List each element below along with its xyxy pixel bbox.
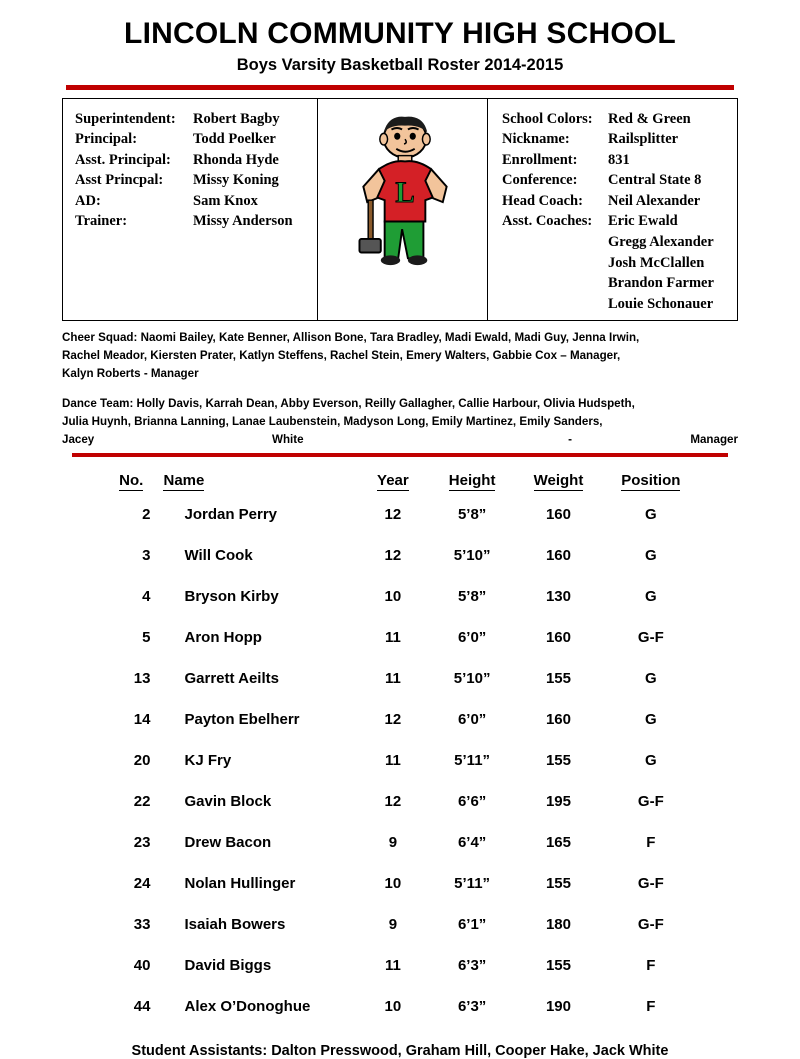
column-header-weight xyxy=(515,471,601,494)
table-row xyxy=(100,863,700,904)
player-height: 5’11” xyxy=(454,875,491,893)
school-info-column xyxy=(488,99,737,321)
table-row xyxy=(100,494,700,535)
player-weight: 165 xyxy=(545,834,571,852)
player-number: 44 xyxy=(133,998,151,1016)
railsplitter-mascot-icon xyxy=(340,113,470,268)
player-position: G-F xyxy=(637,629,664,647)
school-info-value: Central State 8 xyxy=(608,172,702,189)
player-year: 10 xyxy=(384,875,402,893)
player-height: 5’8” xyxy=(457,506,487,524)
player-year: 10 xyxy=(384,588,402,606)
table-row xyxy=(100,658,700,699)
player-number: 2 xyxy=(142,506,151,524)
dance-team-first-name: Jacey xyxy=(62,433,95,447)
column-header-no-text: No. xyxy=(119,472,144,490)
cheer-squad-line: Kalyn Roberts - Manager xyxy=(62,367,199,381)
player-weight: 130 xyxy=(545,588,571,606)
staff-row xyxy=(75,211,309,232)
dance-team-line: Dance Team: Holly Davis, Karrah Dean, Abby Everson, Reilly Gallagher, Callie Harbour, Olivia Hudspeth, xyxy=(62,397,635,411)
staff-value: Sam Knox xyxy=(193,192,258,209)
player-height: 6’0” xyxy=(457,629,487,647)
staff-column xyxy=(63,99,318,321)
staff-value: Rhonda Hyde xyxy=(193,151,279,168)
player-weight: 195 xyxy=(545,793,571,811)
school-info-value: 831 xyxy=(608,151,630,168)
staff-value: Robert Bagby xyxy=(193,110,280,127)
column-header-height xyxy=(429,471,515,494)
staff-value: Todd Poelker xyxy=(193,131,276,148)
cheer-squad-line: Cheer Squad: Naomi Bailey, Kate Benner, Allison Bone, Tara Bradley, Madi Ewald, Madi Guy, Jenna Irwin, xyxy=(62,331,640,345)
player-position: F xyxy=(646,957,656,975)
player-weight: 155 xyxy=(545,670,571,688)
column-header-year-text: Year xyxy=(377,472,409,490)
school-info-row xyxy=(502,211,729,232)
staff-row xyxy=(75,170,309,191)
column-header-position-text: Position xyxy=(621,472,681,490)
player-name: Gavin Block xyxy=(184,793,272,811)
player-weight: 180 xyxy=(545,916,571,934)
staff-row xyxy=(75,109,309,130)
player-number: 20 xyxy=(133,752,151,770)
player-position: G xyxy=(644,711,657,729)
school-info-value: Red & Green xyxy=(608,110,691,127)
player-name: Drew Bacon xyxy=(184,834,272,852)
school-info-label: Nickname: xyxy=(502,131,570,148)
player-year: 12 xyxy=(384,547,402,565)
player-weight: 155 xyxy=(545,875,571,893)
player-height: 5’11” xyxy=(454,752,491,770)
table-row xyxy=(100,576,700,617)
player-height: 5’8” xyxy=(457,588,487,606)
column-header-no xyxy=(100,471,162,494)
column-header-weight-text: Weight xyxy=(533,472,584,490)
player-height: 6’3” xyxy=(457,998,487,1016)
dance-team-block xyxy=(62,395,738,449)
table-row xyxy=(100,945,700,986)
player-number: 14 xyxy=(133,711,151,729)
player-name: Aron Hopp xyxy=(184,629,262,647)
player-position: G-F xyxy=(637,916,664,934)
table-row xyxy=(100,986,700,1027)
school-info-label: Conference: xyxy=(502,172,578,189)
player-year: 11 xyxy=(384,629,401,647)
page-title: LINCOLN COMMUNITY HIGH SCHOOL xyxy=(124,17,676,50)
player-number: 24 xyxy=(133,875,151,893)
player-height: 6’0” xyxy=(457,711,487,729)
player-year: 9 xyxy=(388,916,398,934)
player-year: 9 xyxy=(388,834,398,852)
staff-row xyxy=(75,129,309,150)
player-number: 5 xyxy=(142,629,151,647)
player-position: G xyxy=(644,506,657,524)
staff-label: Trainer: xyxy=(75,213,128,230)
player-weight: 155 xyxy=(545,752,571,770)
column-header-height-text: Height xyxy=(448,472,496,490)
player-height: 6’4” xyxy=(457,834,487,852)
squads-section xyxy=(62,329,738,449)
divider-middle xyxy=(72,453,728,457)
player-height: 6’1” xyxy=(457,916,487,934)
player-number: 3 xyxy=(142,547,151,565)
player-weight: 155 xyxy=(545,957,571,975)
player-number: 23 xyxy=(133,834,151,852)
player-name: KJ Fry xyxy=(184,752,232,770)
staff-label: Principal: xyxy=(75,131,138,148)
coach-row xyxy=(502,294,729,315)
dance-team-line: Julia Huynh, Brianna Lanning, Lanae Laubenstein, Madyson Long, Emily Martinez, Emily Sanders, xyxy=(62,415,603,429)
player-position: F xyxy=(646,834,656,852)
player-year: 12 xyxy=(384,711,402,729)
coach-label xyxy=(502,232,608,253)
student-assistants: Student Assistants: Dalton Presswood, Graham Hill, Cooper Hake, Jack White xyxy=(131,1043,669,1059)
table-header-row xyxy=(100,471,700,494)
coach-row xyxy=(502,253,729,274)
player-position: G xyxy=(644,588,657,606)
player-position: G-F xyxy=(637,793,664,811)
coach-value: Brandon Farmer xyxy=(608,275,714,292)
dance-team-last-name: White xyxy=(272,433,304,447)
player-weight: 160 xyxy=(545,506,571,524)
school-info-label: Enrollment: xyxy=(502,151,578,168)
coach-label xyxy=(502,273,608,294)
staff-row xyxy=(75,191,309,212)
player-year: 11 xyxy=(384,957,401,975)
staff-value: Missy Koning xyxy=(193,172,279,189)
mascot-column xyxy=(318,99,488,321)
player-number: 40 xyxy=(133,957,151,975)
player-number: 22 xyxy=(133,793,151,811)
staff-label: AD: xyxy=(75,192,101,209)
table-row xyxy=(100,781,700,822)
divider-top xyxy=(66,85,734,90)
cheer-squad-line: Rachel Meador, Kiersten Prater, Katlyn Steffens, Rachel Stein, Emery Walters, Gabbie Cox – Manager, xyxy=(62,349,621,363)
column-header-name-text: Name xyxy=(163,472,205,490)
player-name: Will Cook xyxy=(184,547,253,565)
school-info-value: Neil Alexander xyxy=(608,192,701,209)
table-row xyxy=(100,822,700,863)
player-name: Nolan Hullinger xyxy=(184,875,296,893)
school-info-row xyxy=(502,150,729,171)
staff-label: Superintendent: xyxy=(75,110,176,127)
school-info-value: Railsplitter xyxy=(608,131,679,148)
player-name: Payton Ebelherr xyxy=(184,711,300,729)
school-info-label: Asst. Coaches: xyxy=(502,213,593,230)
player-year: 12 xyxy=(384,793,402,811)
school-info-label: School Colors: xyxy=(502,110,593,127)
coach-value: Louie Schonauer xyxy=(608,295,714,312)
player-height: 6’3” xyxy=(457,957,487,975)
player-position: G-F xyxy=(637,875,664,893)
player-name: David Biggs xyxy=(184,957,272,975)
school-info-row xyxy=(502,129,729,150)
table-row xyxy=(100,699,700,740)
school-info-row xyxy=(502,109,729,130)
coach-row xyxy=(502,232,729,253)
roster-table xyxy=(100,471,700,1027)
coach-value: Josh McClallen xyxy=(608,254,705,271)
staff-label: Asst. Principal: xyxy=(75,151,171,168)
table-row xyxy=(100,740,700,781)
player-height: 6’6” xyxy=(457,793,487,811)
staff-value: Missy Anderson xyxy=(193,213,293,230)
player-weight: 190 xyxy=(545,998,571,1016)
column-header-year xyxy=(357,471,429,494)
player-height: 5’10” xyxy=(453,547,491,565)
column-header-position xyxy=(602,471,700,494)
table-row xyxy=(100,535,700,576)
player-name: Bryson Kirby xyxy=(184,588,279,606)
school-info-value: Eric Ewald xyxy=(608,213,678,230)
player-position: G xyxy=(644,547,657,565)
player-name: Jordan Perry xyxy=(184,506,278,524)
staff-label: Asst Princpal: xyxy=(75,172,164,189)
player-name: Alex O’Donoghue xyxy=(184,998,311,1016)
info-box xyxy=(62,98,738,322)
player-height: 5’10” xyxy=(453,670,491,688)
player-year: 11 xyxy=(384,670,401,688)
coach-label xyxy=(502,253,608,274)
staff-row xyxy=(75,150,309,171)
school-info-row xyxy=(502,191,729,212)
player-number: 4 xyxy=(142,588,151,606)
svg-text:L: L xyxy=(394,176,415,209)
coach-label xyxy=(502,294,608,315)
player-weight: 160 xyxy=(545,547,571,565)
coach-value: Gregg Alexander xyxy=(608,233,714,250)
player-position: G xyxy=(644,752,657,770)
player-number: 33 xyxy=(133,916,151,934)
dance-team-manager-label: Manager xyxy=(690,433,738,447)
table-row xyxy=(100,904,700,945)
dance-team-last-line xyxy=(62,431,738,449)
player-weight: 160 xyxy=(545,711,571,729)
player-number: 13 xyxy=(133,670,151,688)
column-header-name xyxy=(162,471,356,494)
player-name: Garrett Aeilts xyxy=(184,670,279,688)
player-weight: 160 xyxy=(545,629,571,647)
roster-subtitle: Boys Varsity Basketball Roster 2014-2015 xyxy=(236,55,564,74)
coach-row xyxy=(502,273,729,294)
player-name: Isaiah Bowers xyxy=(184,916,286,934)
player-year: 10 xyxy=(384,998,402,1016)
player-year: 11 xyxy=(384,752,401,770)
dance-team-dash: - xyxy=(568,433,572,447)
player-year: 12 xyxy=(384,506,402,524)
player-position: F xyxy=(646,998,656,1016)
player-position: G xyxy=(644,670,657,688)
school-info-row xyxy=(502,170,729,191)
table-row xyxy=(100,617,700,658)
school-info-label: Head Coach: xyxy=(502,192,583,209)
cheer-squad-block xyxy=(62,329,738,383)
